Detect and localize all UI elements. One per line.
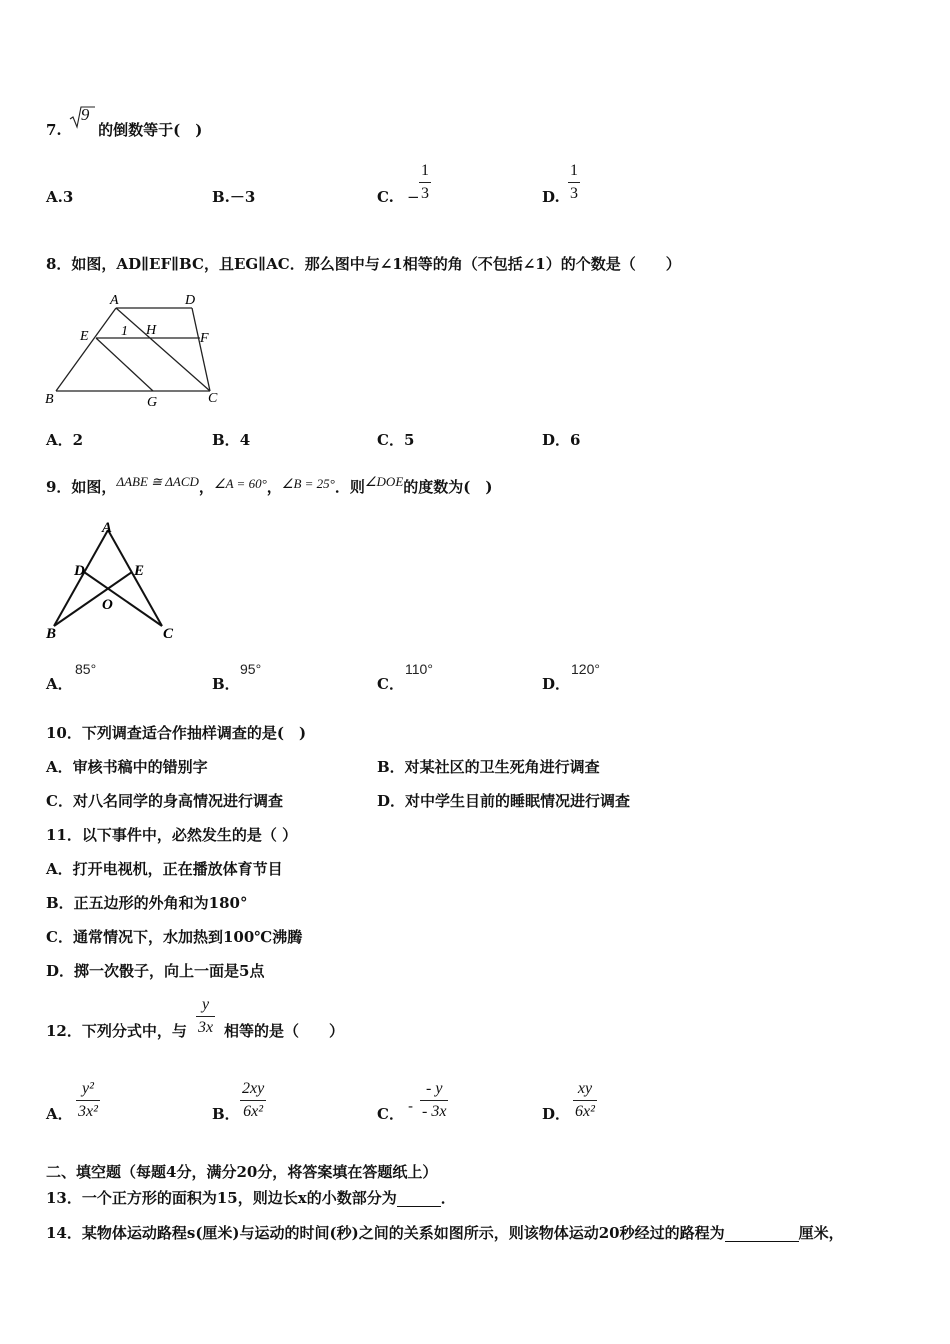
q12-option-a-fraction: [76, 1080, 100, 1121]
fraction-denominator: 3: [421, 185, 429, 202]
option-value: 2: [72, 431, 84, 449]
fraction-numerator: xy: [577, 1080, 593, 1097]
fraction-denominator: - 3x: [422, 1103, 447, 1120]
q12-option-c-fraction: [420, 1080, 448, 1121]
q10-option-a: A．审核书稿中的错别字: [46, 758, 208, 776]
fraction-bar: [568, 182, 580, 183]
fraction-numerator: 1: [570, 162, 578, 179]
angle-doe-expression: ∠DOE: [364, 474, 404, 489]
q12-option-d-fraction: [573, 1080, 597, 1121]
option-label: D．: [542, 675, 571, 693]
option-label: C.: [377, 188, 394, 206]
q7-option-d-fraction: [568, 162, 580, 203]
label-c: C: [163, 626, 174, 642]
q12-stem-suffix: 相等的是（ ）: [224, 1022, 345, 1040]
option-label: B．: [212, 431, 240, 449]
q12-option-c: [377, 1105, 404, 1123]
q14-stem: [46, 1224, 844, 1242]
q10-option-c: C．对八名同学的身高情况进行调查: [46, 792, 283, 810]
sqrt-radicand: 9: [80, 105, 90, 124]
q12-option-a: [46, 1105, 73, 1123]
angle-b-expression: ∠B = 25°: [281, 476, 335, 491]
q12-stem-fraction: [196, 996, 215, 1037]
fraction-numerator: y: [202, 996, 210, 1013]
q7-stem: [46, 105, 203, 139]
segment-ac: [116, 308, 210, 391]
segment-dc: [192, 308, 210, 391]
q9-option-b-value: 95°: [240, 661, 262, 677]
segment-cd: [84, 572, 162, 626]
q9-option-c-value: 110°: [405, 661, 433, 677]
fraction-bar: [573, 1100, 597, 1101]
q7-option-b: [212, 188, 255, 206]
option-label: C．: [377, 675, 404, 693]
label-d: D: [185, 293, 196, 308]
segment-ab: [56, 308, 116, 391]
q7-option-c: [377, 188, 394, 206]
q10-stem: 10．下列调查适合作抽样调查的是( ): [46, 724, 307, 742]
label-h: H: [146, 323, 157, 338]
q9-option-b: [212, 675, 240, 693]
separator: ．则: [334, 478, 365, 496]
separator: ，: [266, 478, 282, 496]
q8-option-a: [46, 431, 83, 449]
label-angle-1: 1: [121, 324, 128, 339]
label-d: D: [74, 563, 85, 579]
label-e: E: [80, 329, 89, 344]
option-label: B．: [212, 1105, 240, 1123]
q8-stem: 8．如图，AD∥EF∥BC，且EG∥AC．那么图中与∠1相等的角（不包括∠1）的个数是（ ）: [46, 255, 681, 273]
q7-option-c-fraction: [419, 162, 431, 203]
fraction-bar: [419, 182, 431, 183]
fraction-numerator: - y: [426, 1080, 443, 1097]
label-g: G: [147, 395, 158, 410]
label-a: A: [110, 293, 119, 308]
option-value: 4: [239, 431, 251, 449]
congruence-expression: ΔABE ≅ ΔACD: [116, 474, 199, 489]
q8-option-d: [542, 431, 580, 449]
question-end: 厘米，: [798, 1224, 844, 1242]
segment-be: [54, 572, 132, 626]
segment-eg: [96, 338, 153, 391]
q12-option-b-fraction: [240, 1080, 266, 1121]
q7-option-d: [542, 188, 560, 206]
option-value: 5: [403, 431, 415, 449]
fraction-numerator: y²: [82, 1080, 94, 1097]
option-label: D.: [542, 188, 560, 206]
q12-option-c-sign: -: [408, 1097, 414, 1115]
label-e: E: [134, 563, 145, 579]
angle-a-expression: ∠A = 60°: [213, 476, 267, 491]
fraction-denominator: 3x: [198, 1019, 214, 1036]
label-c: C: [208, 391, 218, 406]
option-label: A.: [46, 188, 63, 206]
question-text: 的倒数等于( ): [98, 121, 203, 139]
q10-option-b: B．对某社区的卫生死角进行调查: [377, 758, 600, 776]
fraction-denominator: 3: [570, 185, 578, 202]
option-value: 6: [570, 431, 581, 449]
fraction-bar: [76, 1100, 100, 1101]
label-a: A: [102, 520, 113, 536]
question-end: ．: [440, 1189, 456, 1207]
q13-stem: [46, 1189, 456, 1207]
q9-stem: [46, 474, 493, 497]
section-2-title: 二、填空题（每题4分，满分20分，将答案填在答题纸上）: [46, 1163, 438, 1181]
fraction-denominator: 6x²: [243, 1103, 264, 1120]
option-value: 3: [62, 188, 74, 206]
q11-stem: 11．以下事件中，必然发生的是（ ）: [46, 826, 298, 844]
q11-option-c: C．通常情况下，水加热到100℃沸腾: [46, 928, 303, 946]
label-f: F: [200, 331, 209, 346]
option-label: A．: [46, 1105, 73, 1123]
fraction-denominator: 3x²: [78, 1103, 98, 1120]
q9-option-d-value: 120°: [571, 661, 600, 677]
fraction-numerator: 1: [421, 162, 429, 179]
q11-option-b: B．正五边形的外角和为180°: [46, 894, 248, 912]
q8-trapezoid-figure: [40, 290, 220, 410]
option-label: D．: [542, 431, 571, 449]
fraction-bar: [196, 1016, 215, 1017]
option-value: －3: [229, 188, 256, 206]
q9-triangle-figure: [42, 520, 192, 650]
separator: ，: [198, 478, 214, 496]
q7-option-c-sign: −: [407, 188, 420, 206]
fraction-bar: [240, 1100, 266, 1101]
fraction-bar: [420, 1100, 448, 1101]
question-number: 7.: [46, 121, 62, 139]
q9-option-d: [542, 675, 570, 693]
label-b: B: [45, 392, 54, 407]
question-text: 14．某物体运动路程s(厘米)与运动的时间(秒)之间的关系如图所示，则该物体运动20秒经过的路程为: [46, 1224, 725, 1242]
option-label: C．: [377, 1105, 404, 1123]
q9-option-c: [377, 675, 404, 693]
question-text: 13．一个正方形的面积为15，则边长x的小数部分为: [46, 1189, 397, 1207]
q12-option-d: [542, 1105, 570, 1123]
question-suffix: 的度数为( ): [403, 478, 493, 496]
answer-blank[interactable]: [725, 1225, 799, 1242]
fraction-denominator: 6x²: [575, 1103, 595, 1120]
q12-option-b: [212, 1105, 240, 1123]
sqrt-expression: [67, 105, 93, 135]
option-label: C．: [377, 431, 404, 449]
question-prefix: 9．如图，: [46, 478, 117, 496]
option-label: A．: [46, 675, 73, 693]
answer-blank[interactable]: [397, 1190, 441, 1207]
q8-option-b: [212, 431, 250, 449]
q11-option-a: A．打开电视机，正在播放体育节目: [46, 860, 283, 878]
option-label: D．: [542, 1105, 571, 1123]
q12-stem-prefix: 12．下列分式中，与: [46, 1022, 187, 1040]
q9-option-a: [46, 675, 73, 693]
q10-option-d: D．对中学生目前的睡眠情况进行调查: [377, 792, 631, 810]
option-label: B．: [212, 675, 240, 693]
option-label: B.: [212, 188, 230, 206]
q7-option-a: [46, 188, 73, 206]
fraction-numerator: 2xy: [242, 1080, 265, 1097]
label-o: O: [102, 597, 113, 613]
option-label: A．: [46, 431, 73, 449]
label-b: B: [46, 626, 57, 642]
q11-option-d: D．掷一次骰子，向上一面是5点: [46, 962, 265, 980]
q9-option-a-value: 85°: [75, 661, 97, 677]
q8-option-c: [377, 431, 414, 449]
